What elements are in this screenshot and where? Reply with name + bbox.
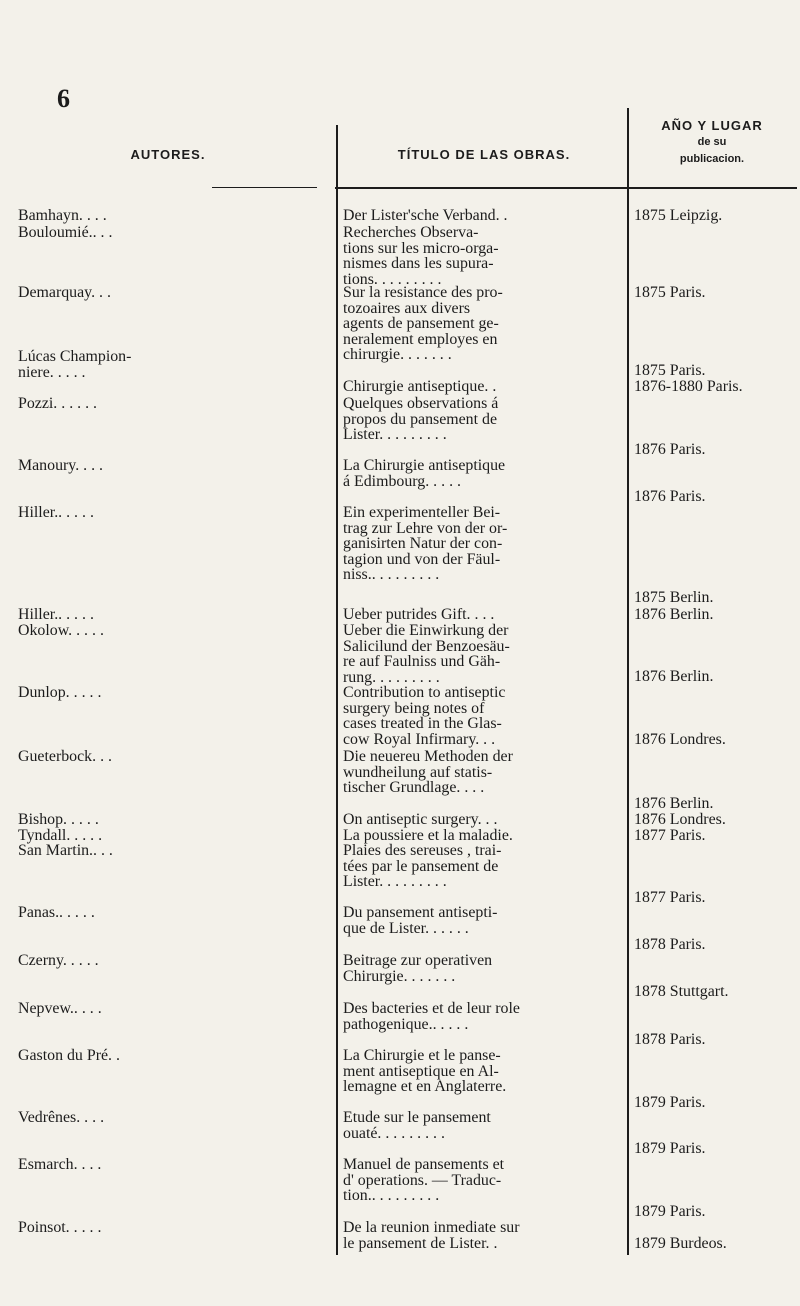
entry-year-place: 1875 Berlin. <box>634 589 714 606</box>
entry-year-place: 1876 Berlin. <box>634 606 714 623</box>
entry-year-place: 1876 Berlin. <box>634 795 714 812</box>
entry-author: Esmarch. . . . <box>18 1156 102 1173</box>
entry-title: La Chirurgie antiseptique á Edimbourg. . . . . <box>343 457 506 490</box>
entry-year-place: 1876 Londres. <box>634 731 726 748</box>
entry-title: Etude sur le pansement ouaté. . . . . . . . . <box>343 1109 491 1142</box>
entry-year-place: 1879 Burdeos. <box>634 1235 727 1252</box>
entry-title: Ueber die Einwirkung der Salicilund der Benzoesäu- re auf Faulniss und Gäh- rung. . . . . . . . . <box>343 622 510 686</box>
entry-author: Pozzi. . . . . . <box>18 395 98 412</box>
entry-author: Okolow. . . . . <box>18 622 104 639</box>
entry-year-place: 1875 Paris. <box>634 284 706 301</box>
entry-year-place: 1876-1880 Paris. <box>634 378 743 395</box>
entry-year-place: 1877 Paris. <box>634 889 706 906</box>
entry-year-place: 1878 Paris. <box>634 936 706 953</box>
entry-title: Des bacteries et de leur role pathogenique.. . . . . <box>343 1000 520 1033</box>
entry-year-place: 1879 Paris. <box>634 1203 706 1220</box>
entry-title: On antiseptic surgery. . . <box>343 811 498 828</box>
header-rule-short <box>212 187 317 188</box>
entry-title: Der Lister'sche Verband. . <box>343 207 508 224</box>
entry-title: Manuel de pansements et d' operations. — Traduc- tion.. . . . . . . . . <box>343 1156 505 1205</box>
entry-year-place: 1878 Stuttgart. <box>634 983 729 1000</box>
entry-year-place: 1877 Paris. <box>634 827 706 844</box>
entry-title: La poussiere et la maladie. <box>343 827 513 844</box>
entry-author: Tyndall. . . . . <box>18 827 103 844</box>
entry-author: Panas.. . . . . <box>18 904 95 921</box>
entry-year-place: 1876 Berlin. <box>634 668 714 685</box>
entry-year-place: 1875 Paris. <box>634 362 706 379</box>
entry-author: Dunlop. . . . . <box>18 684 102 701</box>
header-rule <box>335 187 797 189</box>
entry-author: Poinsot. . . . . <box>18 1219 102 1236</box>
entry-year-place: 1875 Leipzig. <box>634 207 723 224</box>
entry-title: La Chirurgie et le panse- ment antiseptique en Al- lemagne et en Anglaterre. <box>343 1047 507 1096</box>
entry-author: Vedrênes. . . . <box>18 1109 105 1126</box>
entry-title: Du pansement antisepti- que de Lister. . . . . . <box>343 904 498 937</box>
entry-author: Czerny. . . . . <box>18 952 99 969</box>
entry-author: Hiller.. . . . . <box>18 606 94 623</box>
entry-year-place: 1878 Paris. <box>634 1031 706 1048</box>
header-year-place <box>627 117 797 168</box>
entry-author: San Martin.. . . <box>18 842 113 859</box>
header-titles: TÍTULO DE LAS OBRAS. <box>397 147 571 162</box>
entry-title: Sur la resistance des pro- tozoaires aux divers agents de pansement ge- neralement employes en chirurgie. . . . . . . <box>343 284 503 364</box>
entry-author: Bishop. . . . . <box>18 811 99 828</box>
header-year-line1: AÑO Y LUGAR <box>661 118 763 133</box>
entry-author: Gueterbock. . . <box>18 748 112 765</box>
entry-title: De la reunion inmediate sur le pansement de Lister. . <box>343 1219 520 1252</box>
entry-author: Demarquay. . . <box>18 284 111 301</box>
entry-title: Ein experimenteller Bei- trag zur Lehre von der or- ganisirten Natur der con- tagion und von der Fäul- niss.. . . . . . . . . <box>343 504 508 584</box>
entry-author: Gaston du Pré. . <box>18 1047 120 1064</box>
entry-year-place: 1879 Paris. <box>634 1140 706 1157</box>
entry-year-place: 1876 Londres. <box>634 811 726 828</box>
entry-year-place: 1876 Paris. <box>634 441 706 458</box>
entry-title: Ueber putrides Gift. . . . <box>343 606 495 623</box>
entry-title: Contribution to antiseptic surgery being notes of cases treated in the Glas- cow Royal Infirmary. . . <box>343 684 506 748</box>
entry-title: Beitrage zur operativen Chirurgie. . . . . . . <box>343 952 493 985</box>
entry-author: Nepvew.. . . . <box>18 1000 102 1017</box>
page-number: 6 <box>57 84 70 113</box>
entry-title: Plaies des sereuses , trai- tées par le pansement de Lister. . . . . . . . . <box>343 842 502 891</box>
entry-author: Manoury. . . . <box>18 457 104 474</box>
entry-author: Bamhayn. . . . <box>18 207 107 224</box>
header-authors: AUTORES. <box>130 147 206 162</box>
entry-title: Die neuereu Methoden der wundheilung auf statis- tischer Grundlage. . . . <box>343 748 513 797</box>
entry-author: Lúcas Champion- niere. . . . . <box>18 348 132 381</box>
entry-author: Hiller.. . . . . <box>18 504 94 521</box>
entry-title: Chirurgie antiseptique. . <box>343 378 497 395</box>
header-year-line3: publicacion. <box>679 153 745 165</box>
entry-title: Recherches Observa- tions sur les micro-orga- nismes dans les supura- tions. . . . . . . . . <box>343 224 499 288</box>
entry-year-place: 1879 Paris. <box>634 1094 706 1111</box>
entry-author: Bouloumié.. . . <box>18 224 113 241</box>
entry-year-place: 1876 Paris. <box>634 488 706 505</box>
entry-title: Quelques observations á propos du pansement de Lister. . . . . . . . . <box>343 395 499 444</box>
header-year-line2: de su <box>697 136 727 148</box>
